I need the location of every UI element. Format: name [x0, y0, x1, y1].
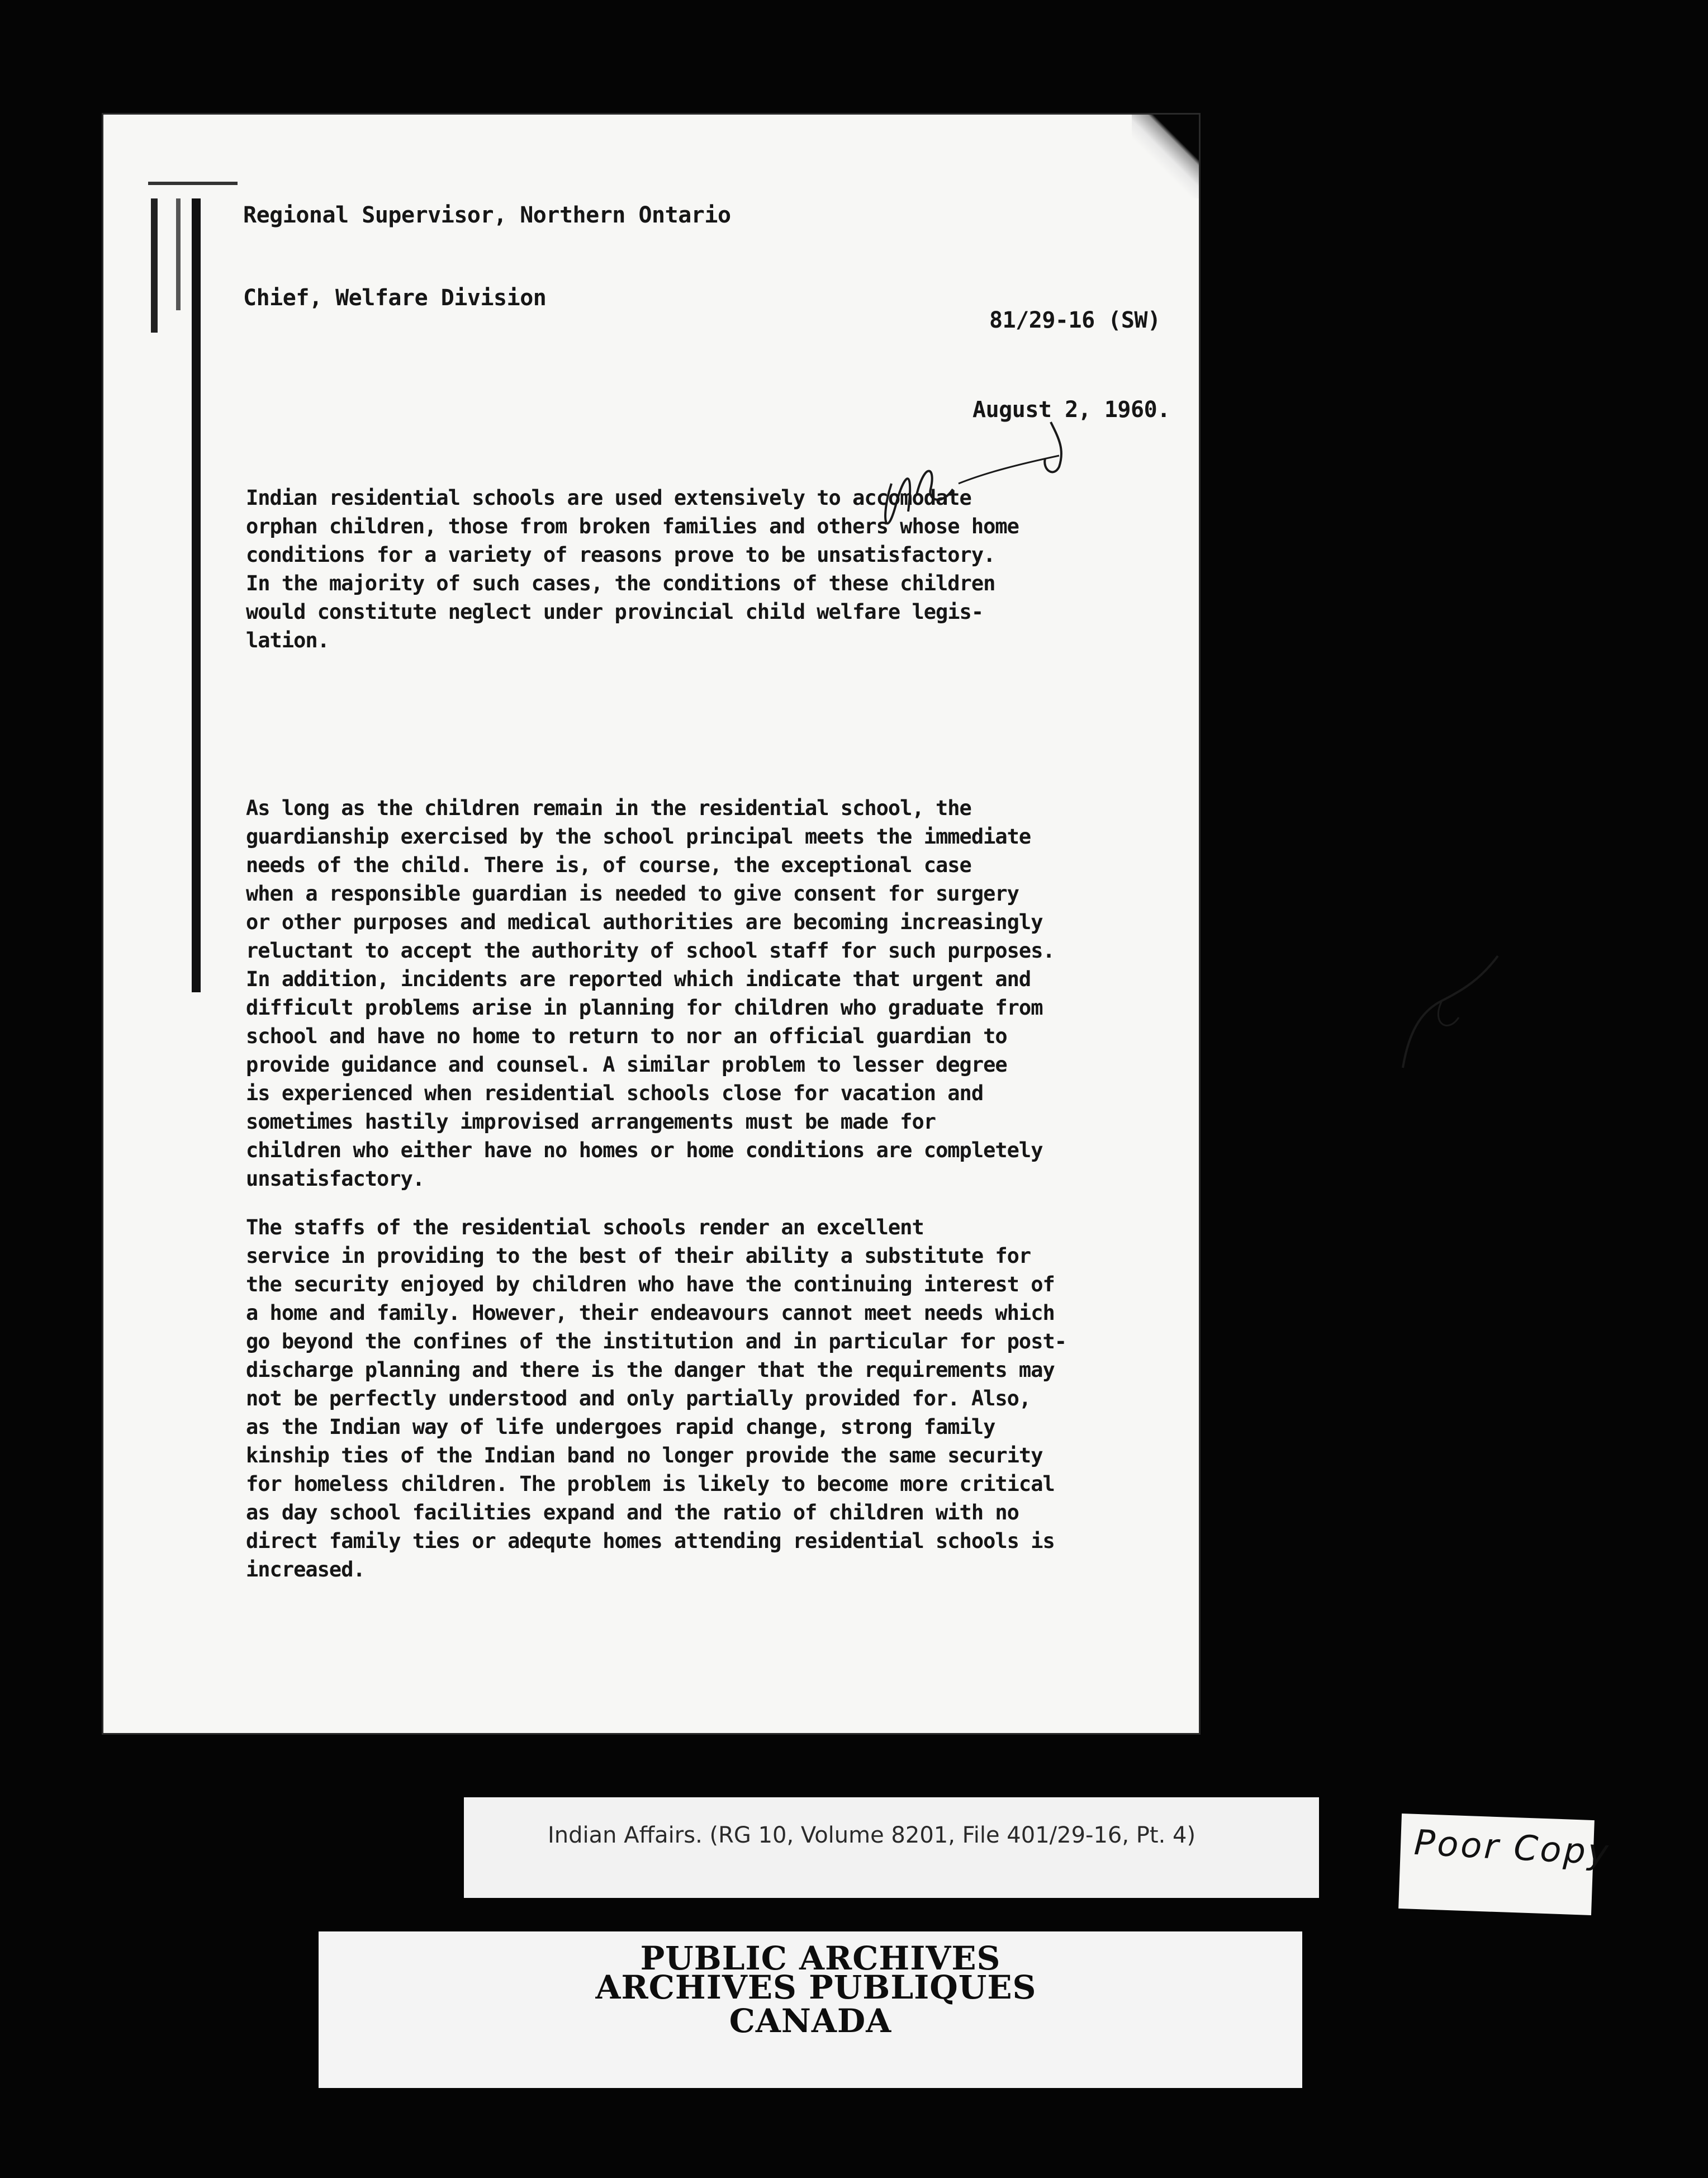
memo-from: Chief, Welfare Division [243, 285, 547, 311]
paragraph-2: As long as the children remain in the residential school, the guardianship exercised by the school principal meets the immediate needs of the child. There is, of course, the exceptional case when a responsible guardian is needed to give consent for surgery or other purposes and medical authorities are becoming increasingly reluctant to accept the authority of school staff for such purposes. In addition, incidents are reported which indicate that urgent and difficult problems arise in planning for children who graduate from school and have no home to return to nor an official guardian to provide guidance and counsel. A similar problem to lesser degree is experienced when residential schools close for vacation and sometimes hastily improvised arrangements must be made for children who either have no homes or home conditions are completely unsatisfactory. [246, 796, 1055, 1191]
clip-shadow [176, 198, 181, 310]
paragraph-3: The staffs of the residential schools render an excellent service in providing to the best of their ability a substitute for the security enjoyed by children who have the continuing interest of a home and family. However, their endeavours cannot meet needs which go beyond the confines of the institution and in particular for post- discharge planning and there is the danger that the requirements may not be perfectly understood and only partially provided for. Also, as the Indian way of life undergoes rapid change, strong family kinship ties of the Indian band no longer provide the same security for homeless children. The problem is likely to become more critical as day school facilities expand and the ratio of children with no direct family ties or adequte homes attending residential schools is increased. [246, 1215, 1067, 1582]
archive-stamp-line-2: ARCHIVES PUBLIQUES [595, 1968, 1037, 2006]
clip-right-bar [192, 198, 201, 992]
poor-copy-note: Poor Copy [1413, 1821, 1612, 1873]
memo-to: Regional Supervisor, Northern Ontario [243, 202, 731, 228]
archive-reference-caption: Indian Affairs. (RG 10, Volume 8201, File 401/29-16, Pt. 4) [548, 1822, 1196, 1848]
memo-date: August 2, 1960. [972, 397, 1170, 423]
margin-scribble [1397, 939, 1509, 1085]
clip-top-edge [148, 182, 238, 185]
archive-stamp-line-1: PUBLIC ARCHIVES [640, 1939, 1001, 1977]
clip-left-bar [151, 198, 158, 333]
paragraph-1: Indian residential schools are used extensively to accomodate orphan children, those from broken families and others whose home conditions for a variety of reasons prove to be unsatisfactory. In the majority of such cases, the conditions of these children would constitute neglect under provincial child welfare legis- lation. [246, 486, 1019, 652]
memo-file-reference: 81/29-16 (SW) [989, 307, 1161, 333]
paperclip-marks [126, 176, 232, 959]
archive-stamp-line-3: CANADA [729, 2002, 892, 2040]
